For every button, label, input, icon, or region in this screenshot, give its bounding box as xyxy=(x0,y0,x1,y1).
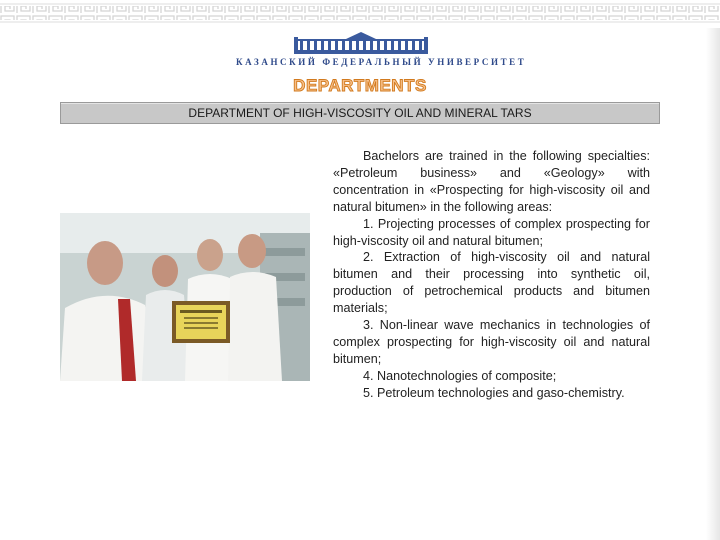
department-title: DEPARTMENT OF HIGH-VISCOSITY OIL AND MINERAL TARS xyxy=(188,106,532,120)
page-title: DEPARTMENTS xyxy=(293,76,427,95)
greek-key-border xyxy=(0,0,720,28)
list-item: 4. Nanotechnologies of composite; xyxy=(363,368,557,383)
list-item: 1. Projecting processes of complex prospecting for high-viscosity oil and natural bitumen; xyxy=(333,216,650,248)
list-item: 3. Non-linear wave mechanics in technologies of complex prospecting for high-viscosity oil and natural bitumen; xyxy=(333,318,650,366)
list-item: 2. Extraction of high-viscosity oil and natural bitumen and their processing into synthetic oil, production of petrochemical products and bitumen materials; xyxy=(333,250,650,316)
list-item: 5. Petroleum technologies and gaso-chemistry. xyxy=(363,385,625,400)
university-building-icon xyxy=(236,30,486,56)
university-name: КАЗАНСКИЙ ФЕДЕРАЛЬНЫЙ УНИВЕРСИТЕТ xyxy=(236,57,527,67)
department-description xyxy=(333,148,650,402)
department-banner xyxy=(60,102,660,124)
right-edge-decoration xyxy=(706,28,720,540)
intro-paragraph: Bachelors are trained in the following specialties: «Petroleum business» and «Geology» with concentration in «Prospecting for high-viscosity oil and natural bitumen» in the following areas: xyxy=(333,149,650,214)
department-photo xyxy=(60,213,310,381)
